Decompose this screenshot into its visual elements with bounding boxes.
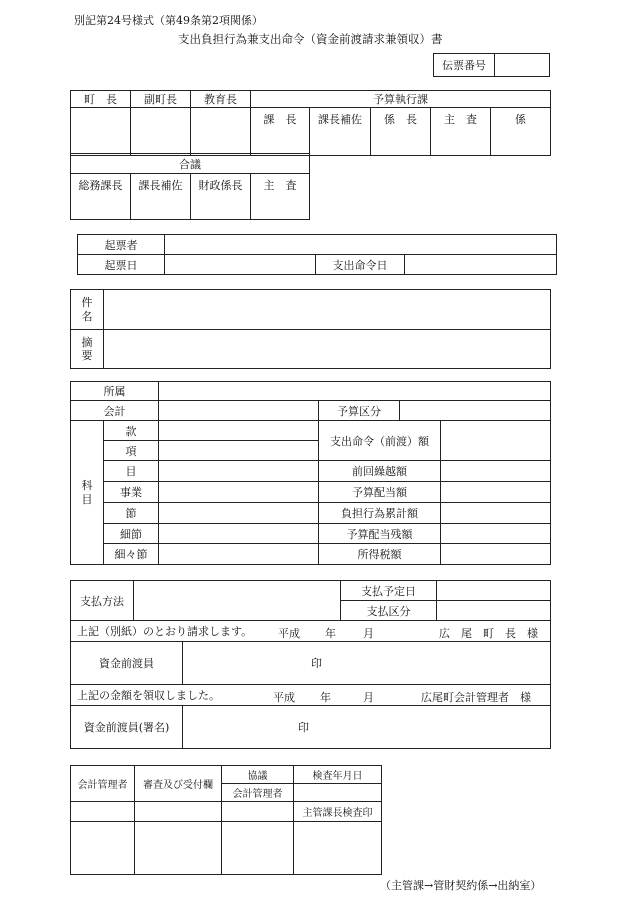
saisetsu-field[interactable] xyxy=(159,524,319,544)
budget-dept-header: 予算執行課 xyxy=(251,91,551,108)
subsection-chief-stamp-box[interactable] xyxy=(371,108,431,156)
payment-method-field[interactable] xyxy=(134,581,341,621)
seal-mark-2: 印 xyxy=(298,721,309,734)
receipt-statement-row xyxy=(71,685,551,706)
moku-field[interactable] xyxy=(159,461,319,482)
seal-mark: 印 xyxy=(311,657,322,670)
affiliation-label: 所属 xyxy=(71,382,159,401)
advance-officer-seal-field[interactable] xyxy=(183,642,551,685)
income-tax-field[interactable] xyxy=(441,544,551,565)
deputy-mayor-header: 副町長 xyxy=(131,91,191,108)
receipt-year: 年 xyxy=(320,691,331,704)
mayor-header: 町 長 xyxy=(71,91,131,108)
advance-officer-signed-label: 資金前渡員(署名) xyxy=(71,706,183,749)
income-tax-label: 所得税額 xyxy=(319,544,441,565)
drafting-table xyxy=(77,234,557,275)
moku-label: 目 xyxy=(104,461,159,482)
section-chief-stamp-box[interactable] xyxy=(251,108,310,156)
consult-inspector-label: 主 査 xyxy=(263,179,297,192)
setsu-label: 節 xyxy=(104,503,159,524)
drafter-label: 起票者 xyxy=(78,235,165,255)
accounting-manager-header: 会計管理者 xyxy=(71,766,135,802)
receipt-addressee: 広尾町会計管理者 様 xyxy=(421,691,531,704)
accounting-field[interactable] xyxy=(159,401,319,421)
document-title: 支出負担行為兼支出命令（資金前渡請求兼領収）書 xyxy=(178,32,443,46)
budget-table xyxy=(70,381,551,565)
finance-chief-label: 財政係長 xyxy=(198,179,243,192)
order-amount-label: 支出命令（前渡）額 xyxy=(319,421,441,461)
inspection-date-field[interactable] xyxy=(294,784,382,802)
inspection-seal-header: 主管課長検査印 xyxy=(294,802,382,822)
consult-assistant-label: 課長補佐 xyxy=(138,179,183,192)
request-month: 月 xyxy=(363,627,374,640)
allocation-field[interactable] xyxy=(441,482,551,503)
receipt-statement: 上記の金額を領収しました。 xyxy=(77,689,220,702)
general-affairs-label: 総務課長 xyxy=(78,179,123,192)
inspector-stamp-box[interactable] xyxy=(431,108,491,156)
consult-inspector-stamp-box[interactable] xyxy=(251,174,310,220)
drafter-field[interactable] xyxy=(165,235,557,255)
saisaisetsu-label: 細々節 xyxy=(104,544,159,565)
inspection-seal-stamp-box[interactable] xyxy=(294,822,382,875)
subject-table xyxy=(70,289,551,369)
consult-stamp-box[interactable] xyxy=(222,822,294,875)
accounting-manager-stamp-box[interactable] xyxy=(71,822,135,875)
budget-category-label: 予算区分 xyxy=(319,401,400,421)
superintendent-stamp-box[interactable] xyxy=(191,108,251,156)
staff-stamp-box[interactable] xyxy=(491,108,551,156)
receipt-era: 平成 xyxy=(273,691,295,704)
slip-number-box xyxy=(433,53,550,77)
consultation-table xyxy=(70,153,310,220)
payment-category-label: 支払区分 xyxy=(341,601,437,621)
budget-category-field[interactable] xyxy=(400,401,551,421)
assistant-chief-label: 課長補佐 xyxy=(318,113,362,126)
order-amount-field[interactable] xyxy=(441,421,551,461)
general-affairs-stamp-box[interactable] xyxy=(71,174,131,220)
assistant-chief-stamp-box[interactable] xyxy=(310,108,371,156)
subject-item-field[interactable] xyxy=(104,290,551,330)
request-statement-row xyxy=(71,621,551,642)
project-label: 事業 xyxy=(104,482,159,503)
subject-summary-field[interactable] xyxy=(104,330,551,369)
superintendent-header: 教育長 xyxy=(191,91,251,108)
setsu-field[interactable] xyxy=(159,503,319,524)
advance-officer-signed-field[interactable] xyxy=(183,706,551,749)
finance-chief-stamp-box[interactable] xyxy=(191,174,251,220)
accounting-manager-field-1[interactable] xyxy=(71,802,135,822)
scheduled-date-field[interactable] xyxy=(437,581,551,601)
carryover-label: 前回繰越額 xyxy=(319,461,441,482)
account-subjects-label: 科目 xyxy=(71,421,104,565)
audit-table xyxy=(70,765,382,875)
saisaisetsu-field[interactable] xyxy=(159,544,319,565)
kou-label: 項 xyxy=(104,441,159,461)
request-addressee: 広 尾 町 長 様 xyxy=(439,627,538,640)
cumulative-field[interactable] xyxy=(441,503,551,524)
review-reception-field-1[interactable] xyxy=(135,802,222,822)
request-era: 平成 xyxy=(278,627,300,640)
cumulative-label: 負担行為累計額 xyxy=(319,503,441,524)
consultation-header-2: 協議 xyxy=(222,766,294,784)
payment-table xyxy=(70,580,551,749)
form-reference: 別記第24号様式（第49条第2項関係） xyxy=(74,14,263,27)
advance-officer-label: 資金前渡員 xyxy=(71,642,183,685)
inspection-date-header: 検査年月日 xyxy=(294,766,382,784)
section-chief-label: 課 長 xyxy=(263,113,297,126)
subsection-chief-label: 係 長 xyxy=(384,113,417,126)
review-reception-stamp-box[interactable] xyxy=(135,822,222,875)
consult-assistant-stamp-box[interactable] xyxy=(131,174,191,220)
affiliation-field[interactable] xyxy=(159,382,551,401)
slip-number-label: 伝票番号 xyxy=(434,54,495,77)
routing-note: （主管課→管財契約係→出納室） xyxy=(380,879,542,892)
mayor-stamp-box[interactable] xyxy=(71,108,131,156)
saisetsu-label: 細節 xyxy=(104,524,159,544)
scheduled-date-label: 支払予定日 xyxy=(341,581,437,601)
payment-order-date-field[interactable] xyxy=(405,255,557,275)
remaining-field[interactable] xyxy=(441,524,551,544)
inspector-label: 主 査 xyxy=(444,113,477,126)
subject-item-label: 件名 xyxy=(71,290,104,330)
request-year: 年 xyxy=(325,627,336,640)
consultation-header: 合議 xyxy=(71,154,310,174)
receipt-month: 月 xyxy=(363,691,374,704)
request-statement: 上記（別紙）のとおり請求します。 xyxy=(77,625,253,638)
remaining-label: 予算配当残額 xyxy=(319,524,441,544)
consult-field-1[interactable] xyxy=(222,802,294,822)
payment-method-label: 支払方法 xyxy=(71,581,134,621)
consult-accounting-manager-label: 会計管理者 xyxy=(222,784,294,802)
kou-field[interactable] xyxy=(159,441,319,461)
deputy-mayor-stamp-box[interactable] xyxy=(131,108,191,156)
slip-number-field[interactable] xyxy=(495,54,550,77)
project-field[interactable] xyxy=(159,482,319,503)
draft-date-field[interactable] xyxy=(165,255,316,275)
payment-category-field[interactable] xyxy=(437,601,551,621)
staff-label: 係 xyxy=(515,113,527,126)
carryover-field[interactable] xyxy=(441,461,551,482)
payment-order-date-label: 支出命令日 xyxy=(316,255,405,275)
approval-table xyxy=(70,90,551,156)
draft-date-label: 起票日 xyxy=(78,255,165,275)
allocation-label: 予算配当額 xyxy=(319,482,441,503)
accounting-label: 会計 xyxy=(71,401,159,421)
review-reception-header: 審査及び受付欄 xyxy=(135,766,222,802)
kan-field[interactable] xyxy=(159,421,319,441)
kan-label: 款 xyxy=(104,421,159,441)
subject-summary-label: 摘要 xyxy=(71,330,104,369)
